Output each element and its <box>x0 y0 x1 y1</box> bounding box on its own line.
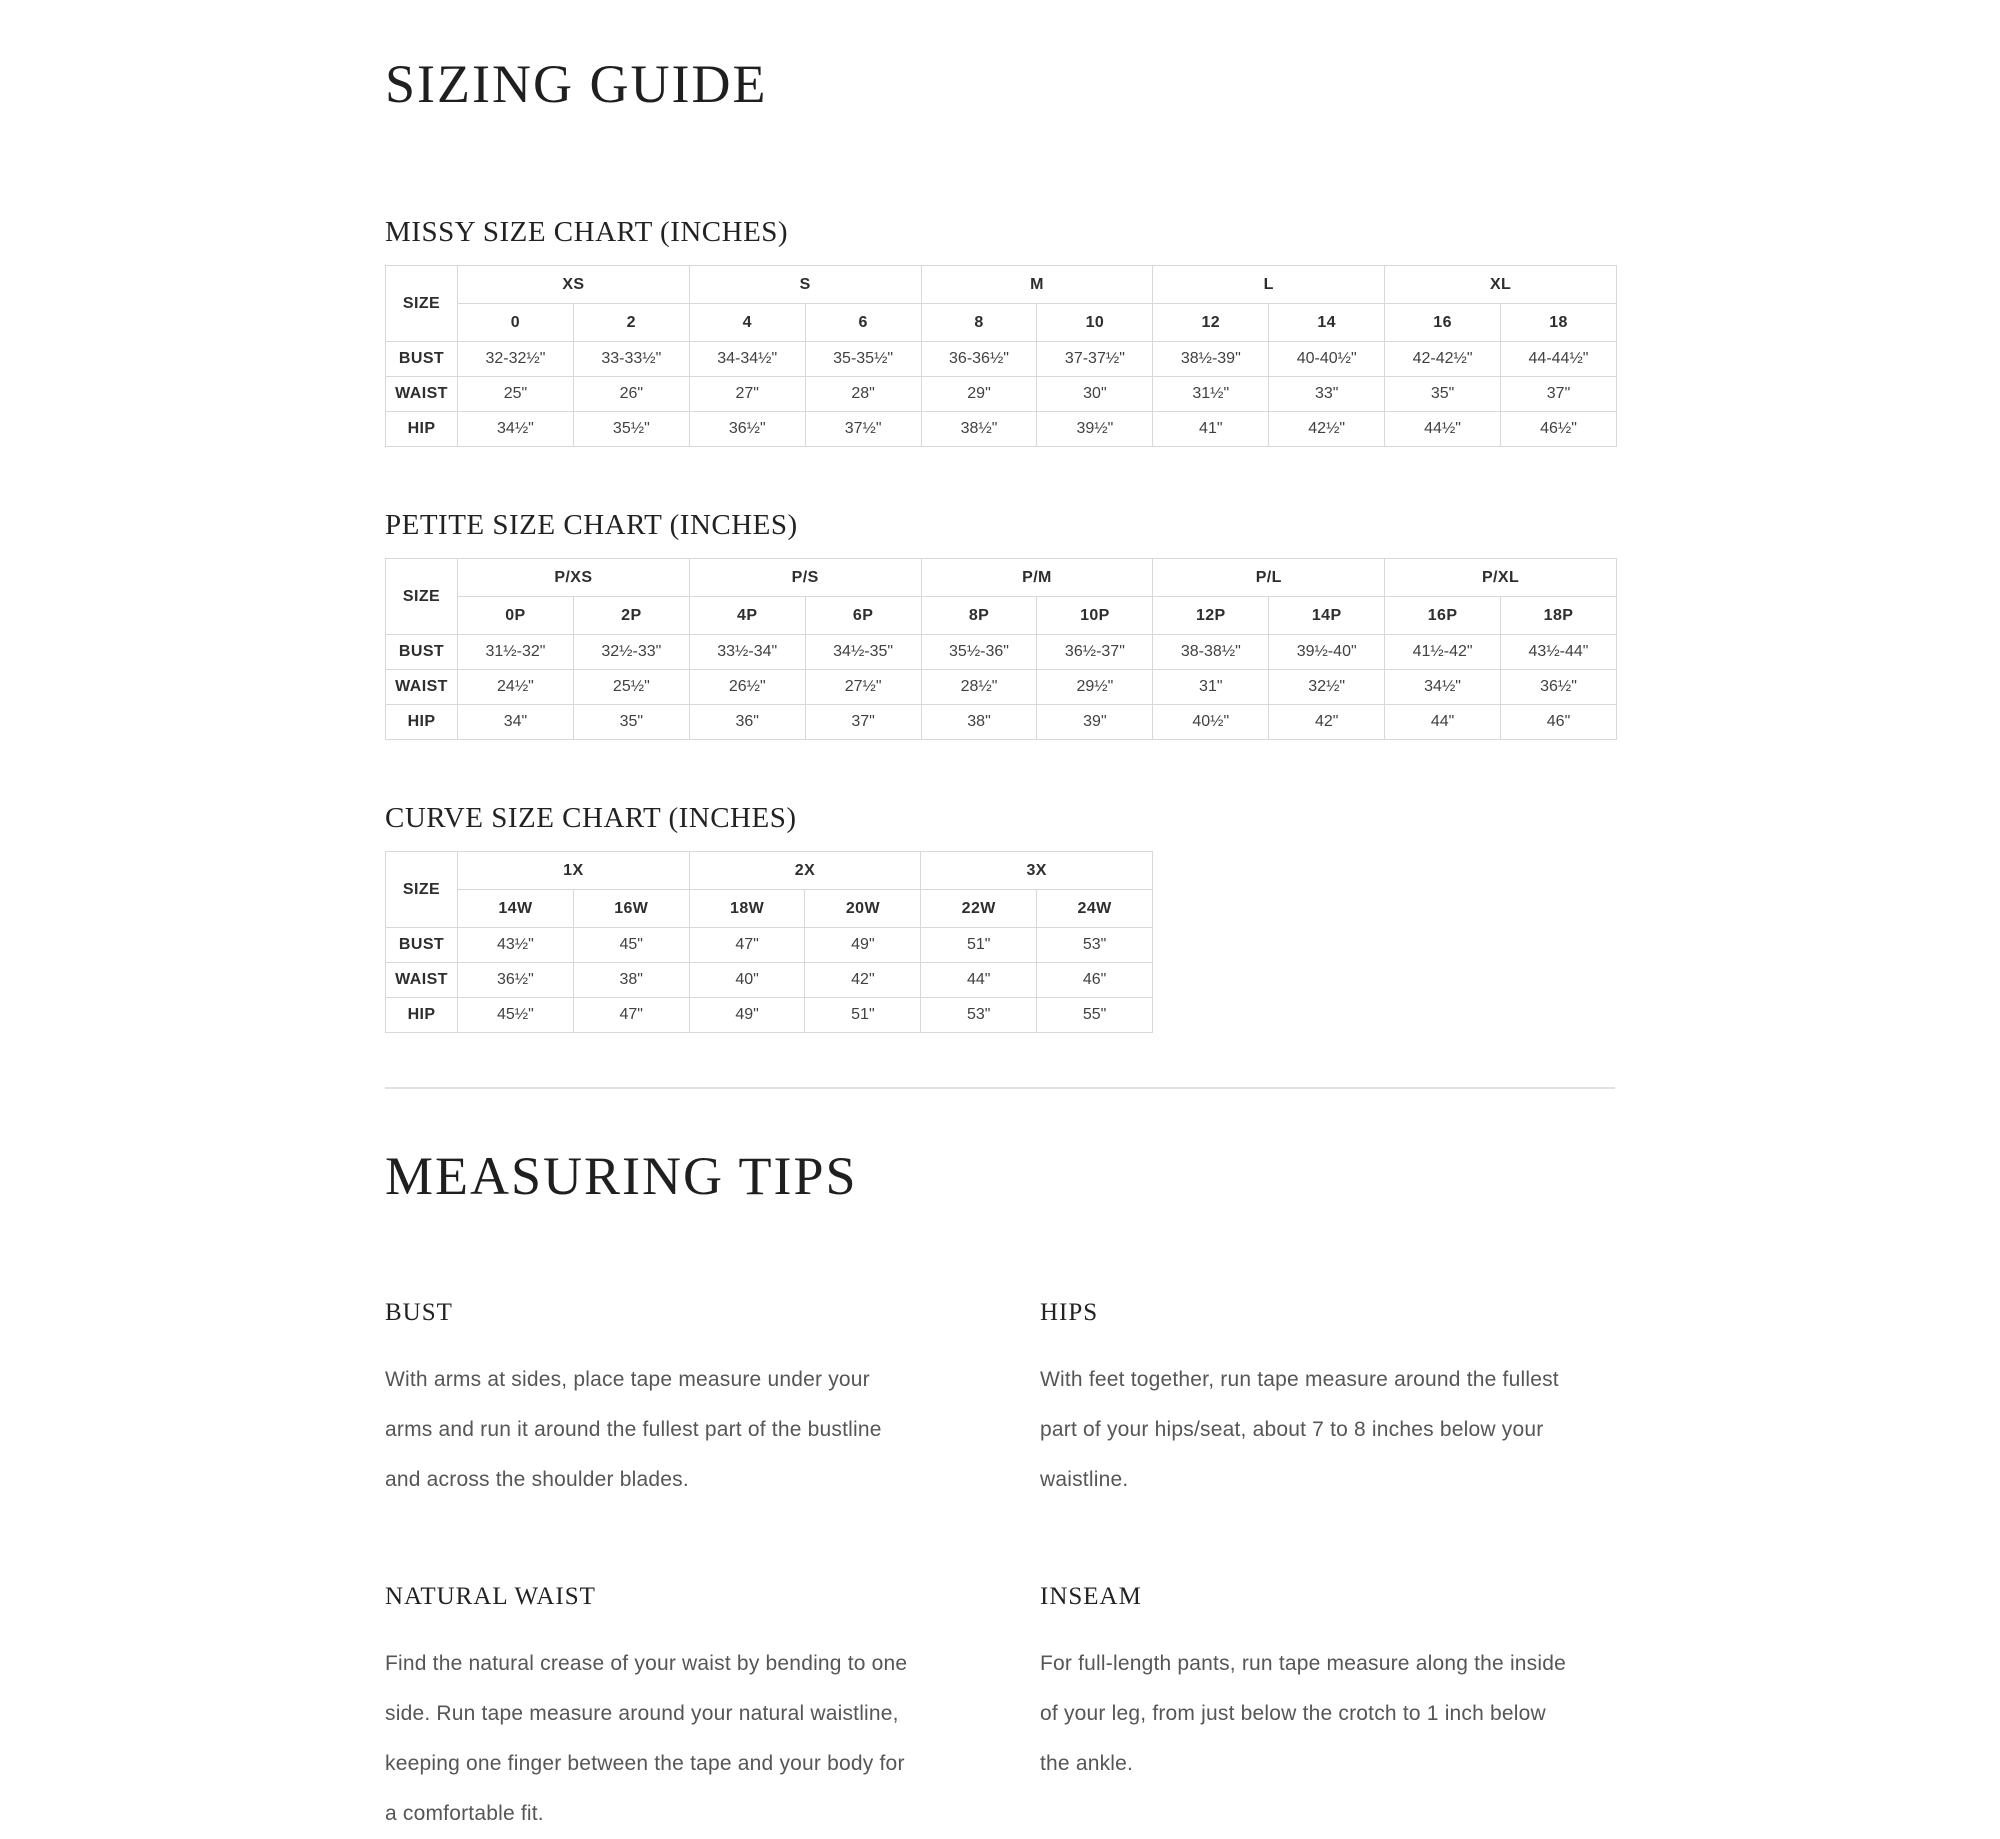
group-header-cell: L <box>1153 266 1385 304</box>
size-header-cell: 16 <box>1385 304 1501 342</box>
group-header-cell: XS <box>458 266 690 304</box>
group-header-cell: P/M <box>921 559 1153 597</box>
size-header-cell: 18P <box>1501 597 1617 635</box>
size-header-cell: 2P <box>573 597 689 635</box>
size-header-cell: 6 <box>805 304 921 342</box>
measurement-cell: 31½" <box>1153 377 1269 412</box>
tip-heading-hips: HIPS <box>1040 1298 1099 1326</box>
measurement-cell: 32½-33" <box>573 635 689 670</box>
measurement-cell: 24½" <box>458 670 574 705</box>
tip-text-natural-waist: Find the natural crease of your waist by bending to one side. Run tape measure around your natural waistline, keeping one finger between the tape and your body for a comfortable fit. <box>385 1651 908 1825</box>
row-label-cell: HIP <box>386 412 458 447</box>
tip-heading-inseam: INSEAM <box>1040 1582 1142 1610</box>
group-header-cell: P/S <box>689 559 921 597</box>
measurement-cell: 34½" <box>458 412 574 447</box>
size-header-cell: 10P <box>1037 597 1153 635</box>
tip-text-inseam: For full-length pants, run tape measure along the inside of your leg, from just below the crotch to 1 inch below the ankle. <box>1040 1651 1567 1775</box>
row-label-cell: BUST <box>386 635 458 670</box>
measurement-cell: 29½" <box>1037 670 1153 705</box>
measurement-cell: 36" <box>689 705 805 740</box>
petite-size-table <box>385 558 1617 740</box>
measurement-cell: 37" <box>1501 377 1617 412</box>
size-header-cell: 18 <box>1501 304 1617 342</box>
measurement-cell: 36½-37" <box>1037 635 1153 670</box>
measurement-cell: 39½-40" <box>1269 635 1385 670</box>
size-header-cell: 6P <box>805 597 921 635</box>
petite-chart-heading: PETITE SIZE CHART (INCHES) <box>385 509 798 542</box>
size-header-cell: 8 <box>921 304 1037 342</box>
size-corner-label: SIZE <box>386 852 458 928</box>
measurement-cell: 37-37½" <box>1037 342 1153 377</box>
table-row <box>386 928 1153 963</box>
group-header-row <box>386 266 1617 304</box>
measurement-cell: 26½" <box>689 670 805 705</box>
measurement-cell: 26" <box>573 377 689 412</box>
size-header-cell: 4 <box>689 304 805 342</box>
row-label-cell: WAIST <box>386 670 458 705</box>
measurement-cell: 34" <box>458 705 574 740</box>
measurement-cell: 35½" <box>573 412 689 447</box>
measurement-cell: 55" <box>1037 998 1153 1033</box>
size-header-cell: 14W <box>458 890 574 928</box>
group-header-cell: 1X <box>458 852 690 890</box>
size-header-cell: 0 <box>458 304 574 342</box>
size-header-cell: 14P <box>1269 597 1385 635</box>
measurement-cell: 49" <box>689 998 805 1033</box>
group-header-cell: P/L <box>1153 559 1385 597</box>
measurement-cell: 42-42½" <box>1385 342 1501 377</box>
tip-hips <box>1040 1299 1615 1505</box>
measurement-cell: 27" <box>689 377 805 412</box>
measuring-tips-title: MEASURING TIPS <box>385 1146 858 1207</box>
measurement-cell: 38½" <box>921 412 1037 447</box>
row-label-cell: WAIST <box>386 963 458 998</box>
measurement-cell: 36½" <box>458 963 574 998</box>
measurement-cell: 46½" <box>1501 412 1617 447</box>
measurement-cell: 44" <box>921 963 1037 998</box>
measurement-cell: 43½" <box>458 928 574 963</box>
measurement-cell: 28" <box>805 377 921 412</box>
table-row <box>386 670 1617 705</box>
size-header-cell: 4P <box>689 597 805 635</box>
group-header-cell: M <box>921 266 1153 304</box>
measurement-cell: 42" <box>1269 705 1385 740</box>
group-header-cell: 2X <box>689 852 921 890</box>
measurement-cell: 51" <box>921 928 1037 963</box>
size-corner-label: SIZE <box>386 266 458 342</box>
missy-chart-block <box>385 216 1615 447</box>
measurement-cell: 35" <box>573 705 689 740</box>
tip-text-hips: With feet together, run tape measure around the fullest part of your hips/seat, about 7 to 8 inches below your waistline. <box>1040 1367 1559 1491</box>
group-header-row <box>386 852 1153 890</box>
tip-text-bust: With arms at sides, place tape measure under your arms and run it around the fullest part of the bustline and across the shoulder blades. <box>385 1367 882 1491</box>
measurement-cell: 36½" <box>689 412 805 447</box>
size-header-cell: 14 <box>1269 304 1385 342</box>
missy-chart-heading: MISSY SIZE CHART (INCHES) <box>385 216 789 249</box>
size-charts-section <box>385 216 1615 1033</box>
group-header-cell: P/XS <box>458 559 690 597</box>
size-header-cell: 24W <box>1037 890 1153 928</box>
measurement-cell: 31½-32" <box>458 635 574 670</box>
measurement-cell: 32-32½" <box>458 342 574 377</box>
group-header-cell: 3X <box>921 852 1153 890</box>
measurement-cell: 40½" <box>1153 705 1269 740</box>
size-header-cell: 12 <box>1153 304 1269 342</box>
measurement-cell: 36-36½" <box>921 342 1037 377</box>
group-header-cell: XL <box>1385 266 1617 304</box>
size-header-row <box>386 890 1153 928</box>
measurement-cell: 30" <box>1037 377 1153 412</box>
table-row <box>386 377 1617 412</box>
measurement-cell: 35-35½" <box>805 342 921 377</box>
measurement-cell: 45½" <box>458 998 574 1033</box>
table-row <box>386 705 1617 740</box>
measurement-cell: 35" <box>1385 377 1501 412</box>
row-label-cell: HIP <box>386 998 458 1033</box>
group-header-row <box>386 559 1617 597</box>
size-header-cell: 0P <box>458 597 574 635</box>
size-header-cell: 18W <box>689 890 805 928</box>
tip-inseam <box>1040 1583 1615 1839</box>
size-header-cell: 12P <box>1153 597 1269 635</box>
section-divider <box>385 1087 1615 1089</box>
table-row <box>386 998 1153 1033</box>
size-header-cell: 16P <box>1385 597 1501 635</box>
measurement-cell: 39" <box>1037 705 1153 740</box>
measurement-cell: 38" <box>573 963 689 998</box>
size-corner-label: SIZE <box>386 559 458 635</box>
measurement-cell: 46" <box>1037 963 1153 998</box>
curve-chart-heading: CURVE SIZE CHART (INCHES) <box>385 802 797 835</box>
measuring-tips-section <box>385 1299 1615 1839</box>
measurement-cell: 43½-44" <box>1501 635 1617 670</box>
measurement-cell: 44" <box>1385 705 1501 740</box>
measurement-cell: 34½" <box>1385 670 1501 705</box>
table-row <box>386 963 1153 998</box>
measurement-cell: 25" <box>458 377 574 412</box>
tip-heading-bust: BUST <box>385 1298 453 1326</box>
row-label-cell: WAIST <box>386 377 458 412</box>
curve-chart-block <box>385 802 1615 1033</box>
measurement-cell: 47" <box>689 928 805 963</box>
group-header-cell: S <box>689 266 921 304</box>
measurement-cell: 53" <box>1037 928 1153 963</box>
size-header-row <box>386 597 1617 635</box>
measurement-cell: 37½" <box>805 412 921 447</box>
measurement-cell: 25½" <box>573 670 689 705</box>
table-row <box>386 635 1617 670</box>
size-header-cell: 10 <box>1037 304 1153 342</box>
table-row <box>386 342 1617 377</box>
measurement-cell: 46" <box>1501 705 1617 740</box>
row-label-cell: HIP <box>386 705 458 740</box>
measurement-cell: 49" <box>805 928 921 963</box>
measurement-cell: 40-40½" <box>1269 342 1385 377</box>
size-header-cell: 8P <box>921 597 1037 635</box>
measurement-cell: 41½-42" <box>1385 635 1501 670</box>
curve-size-table <box>385 851 1153 1033</box>
row-label-cell: BUST <box>386 928 458 963</box>
measurement-cell: 40" <box>689 963 805 998</box>
row-label-cell: BUST <box>386 342 458 377</box>
sizing-guide-page <box>0 55 2000 1839</box>
measurement-cell: 51" <box>805 998 921 1033</box>
measurement-cell: 35½-36" <box>921 635 1037 670</box>
measurement-cell: 38½-39" <box>1153 342 1269 377</box>
tip-heading-natural-waist: NATURAL WAIST <box>385 1582 596 1610</box>
measurement-cell: 53" <box>921 998 1037 1033</box>
measurement-cell: 34½-35" <box>805 635 921 670</box>
page-title: SIZING GUIDE <box>385 54 768 114</box>
measurement-cell: 47" <box>573 998 689 1033</box>
measurement-cell: 38" <box>921 705 1037 740</box>
measurement-cell: 45" <box>573 928 689 963</box>
size-header-cell: 22W <box>921 890 1037 928</box>
measurement-cell: 44-44½" <box>1501 342 1617 377</box>
measurement-cell: 39½" <box>1037 412 1153 447</box>
size-header-cell: 20W <box>805 890 921 928</box>
tip-natural-waist <box>385 1583 1040 1839</box>
measurement-cell: 38-38½" <box>1153 635 1269 670</box>
measurement-cell: 42½" <box>1269 412 1385 447</box>
measurement-cell: 27½" <box>805 670 921 705</box>
measurement-cell: 32½" <box>1269 670 1385 705</box>
group-header-cell: P/XL <box>1385 559 1617 597</box>
measurement-cell: 31" <box>1153 670 1269 705</box>
measurement-cell: 44½" <box>1385 412 1501 447</box>
size-header-cell: 16W <box>573 890 689 928</box>
measurement-cell: 33½-34" <box>689 635 805 670</box>
measurement-cell: 41" <box>1153 412 1269 447</box>
size-header-row <box>386 304 1617 342</box>
size-header-cell: 2 <box>573 304 689 342</box>
missy-size-table <box>385 265 1617 447</box>
measurement-cell: 33-33½" <box>573 342 689 377</box>
measurement-cell: 34-34½" <box>689 342 805 377</box>
table-row <box>386 412 1617 447</box>
tip-bust <box>385 1299 1040 1505</box>
measurement-cell: 42" <box>805 963 921 998</box>
measurement-cell: 29" <box>921 377 1037 412</box>
measurement-cell: 37" <box>805 705 921 740</box>
petite-chart-block <box>385 509 1615 740</box>
measurement-cell: 33" <box>1269 377 1385 412</box>
measurement-cell: 28½" <box>921 670 1037 705</box>
measurement-cell: 36½" <box>1501 670 1617 705</box>
